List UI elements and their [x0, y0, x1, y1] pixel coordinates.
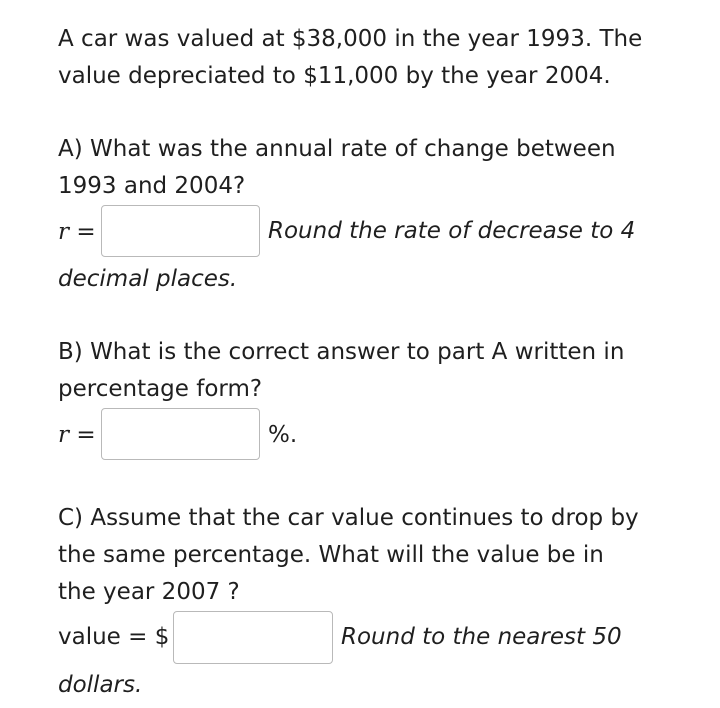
part-a-hint-line-2: decimal places.	[58, 266, 238, 292]
part-c-hint-line-1: Round to the nearest 50	[341, 624, 622, 650]
part-a-rate-input[interactable]	[101, 205, 260, 257]
part-b-variable-label	[58, 424, 96, 447]
intro-line-2: value depreciated to $11,000 by the year 2004.	[58, 63, 611, 89]
part-a-equals-sign: =	[76, 219, 96, 245]
part-c-question-line-2: the same percentage. What will the value be in	[58, 542, 604, 568]
intro-line-1: A car was valued at $38,000 in the year 1993. The	[58, 26, 643, 52]
part-b-percent-input[interactable]	[101, 408, 260, 460]
part-a-question-line-1: A) What was the annual rate of change between	[58, 136, 616, 162]
part-b-question-line-2: percentage form?	[58, 376, 263, 402]
part-b-equals-sign: =	[76, 422, 96, 448]
part-c-value-input[interactable]	[173, 611, 333, 664]
part-b-variable-symbol: r	[58, 422, 69, 448]
part-a-question-line-2: 1993 and 2004?	[58, 173, 246, 199]
part-b-percent-suffix: %.	[268, 422, 298, 448]
part-c-question-line-1: C) Assume that the car value continues to drop by	[58, 505, 639, 531]
part-a-variable-symbol: r	[58, 219, 69, 245]
part-c-value-label: value = $	[58, 624, 170, 650]
part-a-hint-line-1: Round the rate of decrease to 4	[268, 218, 636, 244]
part-c-question-line-3: the year 2007 ?	[58, 579, 240, 605]
part-a-variable-label	[58, 221, 96, 244]
part-c-hint-line-2: dollars.	[58, 672, 143, 698]
part-b-question-line-1: B) What is the correct answer to part A written in	[58, 339, 625, 365]
